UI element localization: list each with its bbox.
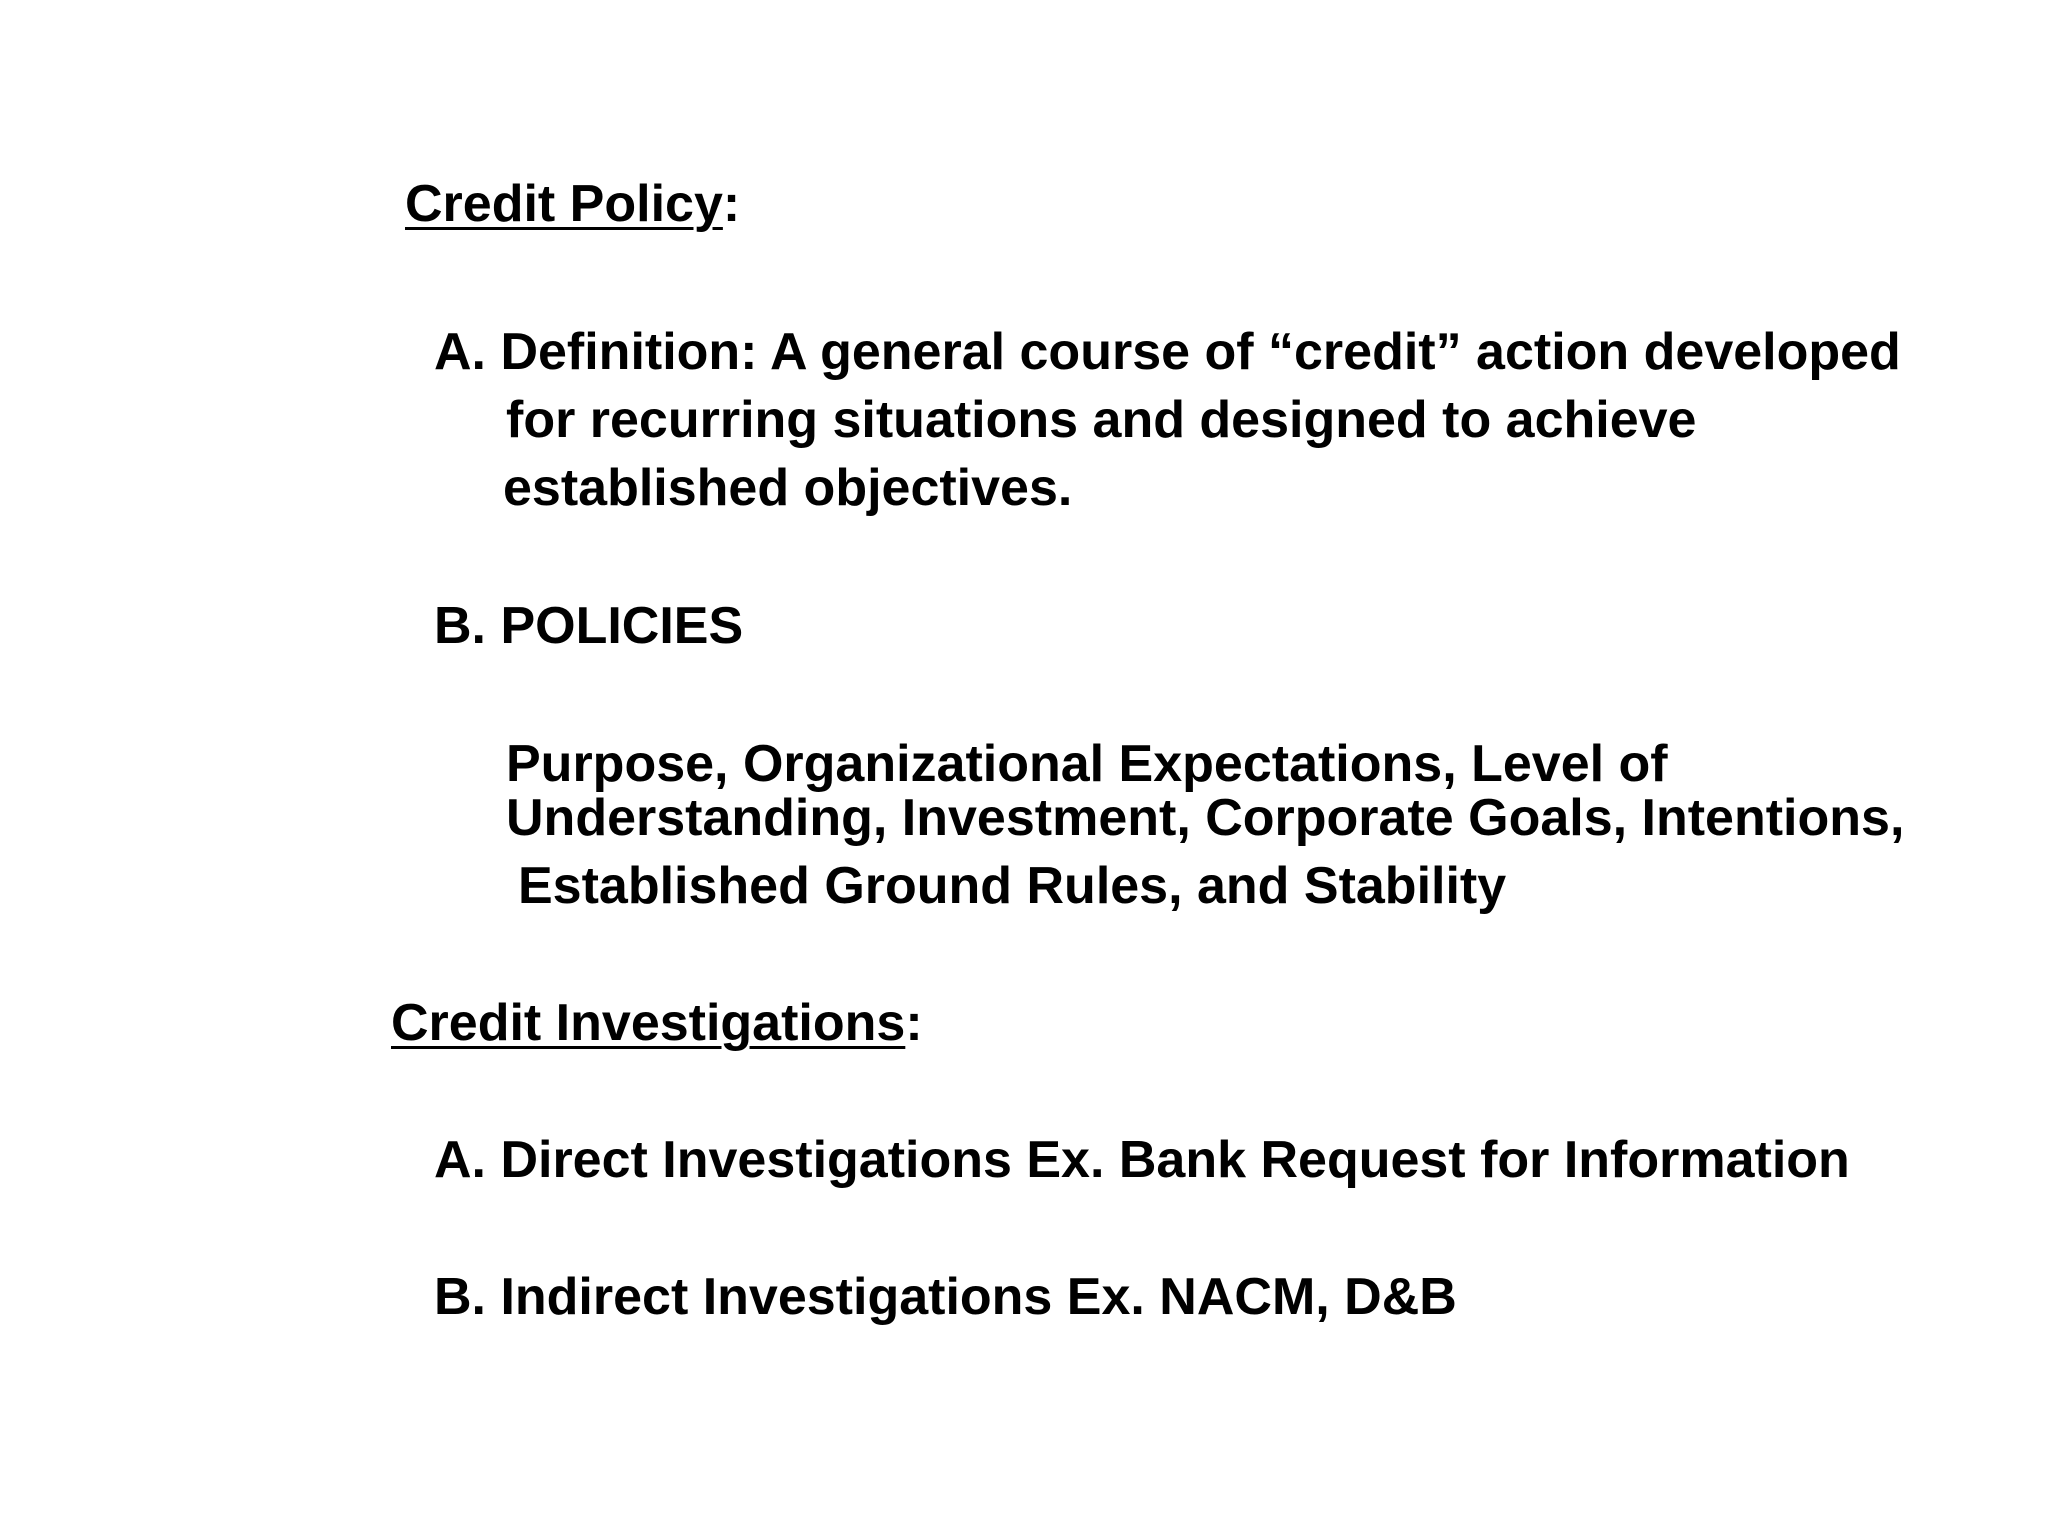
definition-line-3: established objectives. [503,459,1073,517]
credit-investigations-heading [391,993,923,1053]
credit-investigations-heading-colon: : [905,994,923,1052]
policies-line-1: Purpose, Organizational Expectations, Level of [506,735,1668,793]
policies-heading: B. POLICIES [434,597,744,655]
indirect-investigations: B. Indirect Investigations Ex. NACM, D&B [434,1268,1457,1326]
credit-policy-heading-colon: : [722,175,741,233]
credit-policy-heading-text: Credit Policy [405,175,723,233]
policies-line-2: Understanding, Investment, Corporate Goals, Intentions, [506,789,1905,847]
policies-line-3: Established Ground Rules, and Stability [518,857,1507,915]
definition-line-2: for recurring situations and designed to achieve [506,391,1697,449]
definition-line-1: A. Definition: A general course of “credit” action developed [434,323,1901,381]
credit-investigations-heading-text: Credit Investigations [391,994,906,1052]
credit-policy-heading [405,174,740,234]
direct-investigations: A. Direct Investigations Ex. Bank Request for Information [434,1131,1850,1189]
